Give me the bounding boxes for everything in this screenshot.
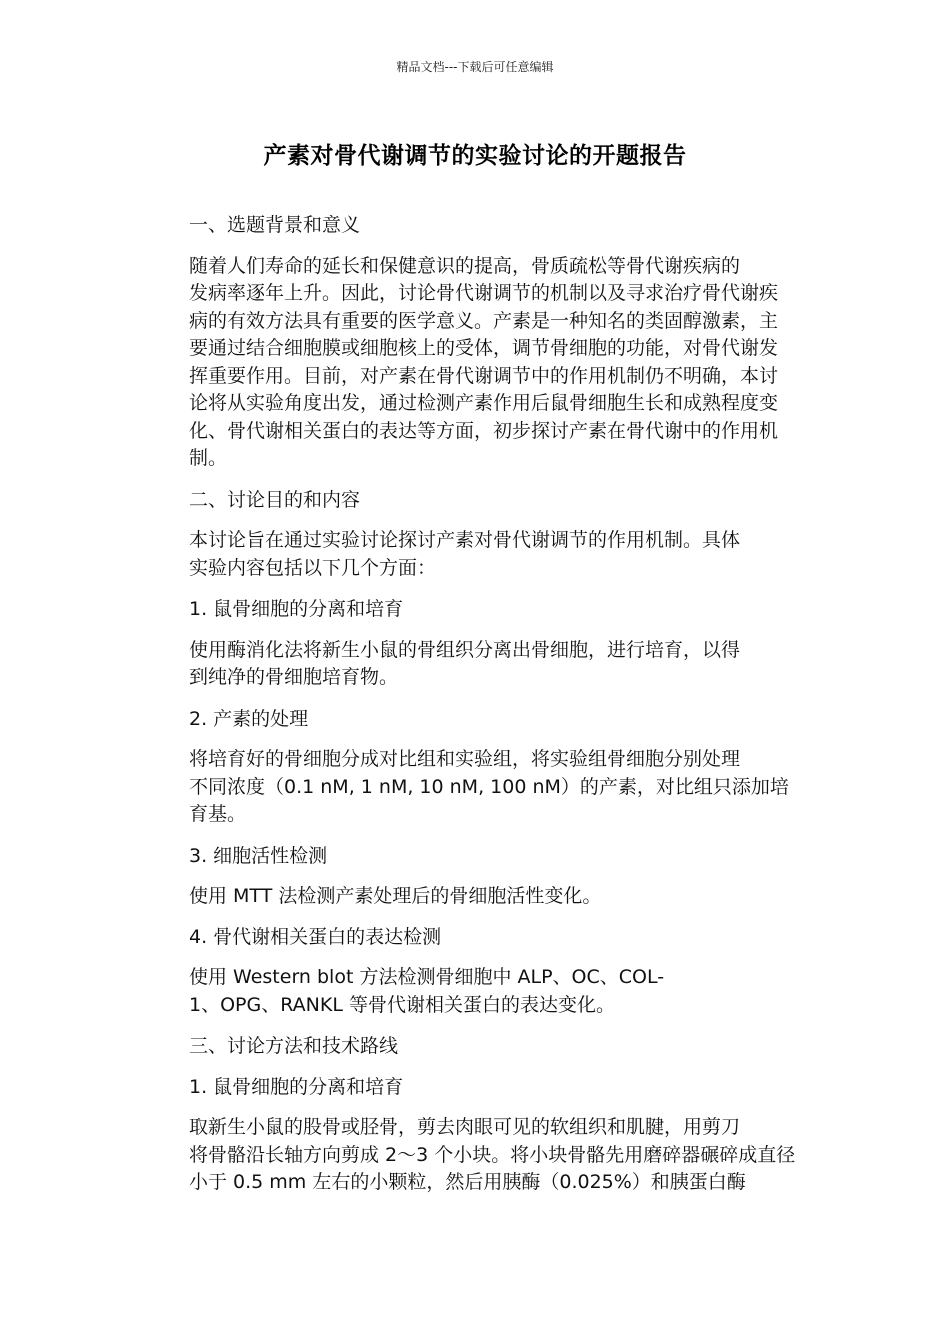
text-line: 发病率逐年上升。因此，讨论骨代谢调节的机制以及寻求治疗骨代谢疾 [189, 282, 779, 304]
body-paragraph [145, 1114, 805, 1197]
text-line: 挥重要作用。目前，对产素在骨代谢调节中的作用机制仍不明确，本讨 [189, 364, 779, 387]
text-line: 使用酶消化法将新生小鼠的骨组织分离出骨细胞，进行培育，以得 [189, 638, 741, 661]
text-line: 1. 鼠骨细胞的分离和培育 [189, 598, 404, 620]
body-paragraph [145, 637, 805, 692]
text-line: 使用 MTT 法检测产素处理后的骨细胞活性变化。 [189, 885, 602, 907]
text-line: 小于 0.5 mm 左右的小颗粒，然后用胰酶（0.025%）和胰蛋白酶 [189, 1171, 746, 1193]
section-heading [145, 883, 805, 911]
text-line: 本讨论旨在通过实验讨论探讨产素对骨代谢调节的作用机制。具体 [189, 529, 741, 551]
section-heading [145, 212, 805, 240]
body-paragraph [145, 746, 805, 829]
section-heading [145, 843, 805, 871]
text-line: 制。 [189, 447, 228, 469]
text-line: 1、OPG、RANKL 等骨代谢相关蛋白的表达变化。 [189, 993, 615, 1016]
text-line: 3. 细胞活性检测 [189, 844, 328, 867]
text-line: 二、讨论目的和内容 [189, 488, 361, 511]
document-body [145, 212, 805, 1211]
page-header: 精品文档---下载后可任意编辑 [396, 60, 554, 74]
text-line: 使用 Western blot 方法检测骨细胞中 ALP、OC、COL- [189, 966, 665, 988]
text-line: 化、骨代谢相关蛋白的表达等方面，初步探讨产素在骨代谢中的作用机 [189, 419, 779, 442]
section-heading [145, 596, 805, 624]
section-heading [145, 706, 805, 734]
text-line: 不同浓度（0.1 nM, 1 nM, 10 nM, 100 nM）的产素，对比组只添加培 [189, 775, 789, 798]
text-line: 到纯净的骨细胞培育物。 [189, 666, 399, 688]
text-line: 1. 鼠骨细胞的分离和培育 [189, 1075, 404, 1098]
text-line: 论将从实验角度出发，通过检测产素作用后鼠骨细胞生长和成熟程度变 [189, 392, 779, 414]
text-line: 随着人们寿命的延长和保健意识的提高，骨质疏松等骨代谢疾病的 [189, 254, 741, 277]
section-heading [145, 1074, 805, 1102]
text-line: 将培育好的骨细胞分成对比组和实验组，将实验组骨细胞分别处理 [189, 748, 741, 770]
document-title: 产素对骨代谢调节的实验讨论的开题报告 [263, 143, 687, 169]
section-heading [145, 487, 805, 515]
text-line: 三、讨论方法和技术路线 [189, 1035, 399, 1057]
text-line: 要通过结合细胞膜或细胞核上的受体，调节骨细胞的功能，对骨代谢发 [189, 337, 779, 359]
text-line: 实验内容包括以下几个方面： [189, 556, 437, 579]
text-line: 将骨骼沿长轴方向剪成 2～3 个小块。将小块骨骼先用磨碎器碾碎成直径 [189, 1143, 796, 1166]
section-heading [145, 1033, 805, 1061]
text-line: 病的有效方法具有重要的医学意义。产素是一种知名的类固醇激素，主 [189, 309, 779, 332]
body-paragraph [145, 527, 805, 582]
text-line: 2. 产素的处理 [189, 707, 309, 730]
text-line: 一、选题背景和意义 [189, 214, 361, 236]
body-paragraph [145, 253, 805, 473]
section-heading [145, 924, 805, 952]
text-line: 4. 骨代谢相关蛋白的表达检测 [189, 925, 442, 948]
text-line: 育基。 [189, 803, 247, 825]
body-paragraph [145, 964, 805, 1019]
text-line: 取新生小鼠的股骨或胫骨，剪去肉眼可见的软组织和肌腱，用剪刀 [189, 1116, 741, 1138]
